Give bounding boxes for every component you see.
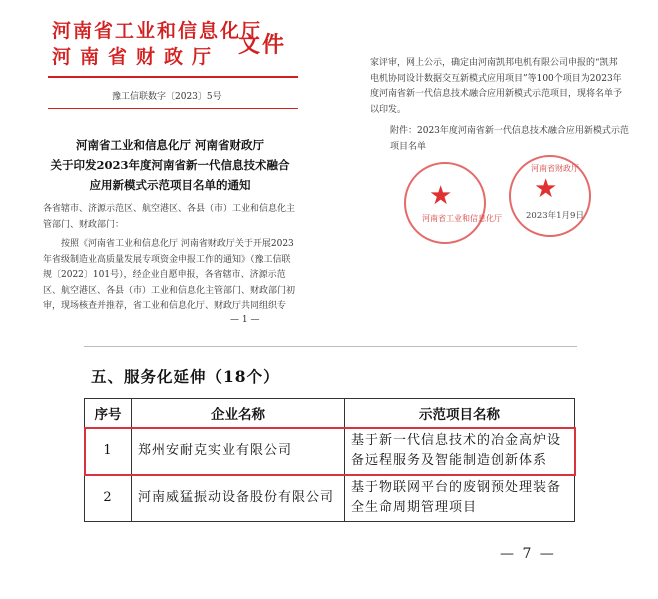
issue-date: 2023年1月9日 — [526, 211, 584, 221]
notice-title-line-2: 关于印发2023年度河南省新一代信息技术融合 — [50, 158, 290, 172]
header-project: 示范项目名称 — [345, 399, 575, 428]
seal-2-text: 河南省财政厅 — [531, 164, 579, 173]
issuer-line-1: 河南省工业和信息化厅 — [52, 20, 263, 42]
project-table — [84, 398, 575, 522]
seal-star-icon: ★ — [534, 174, 558, 204]
notice-body: 按照《河南省工业和信息化厅 河南省财政厅关于开展2023年省级制造业高质量发展专项资金申报工作的通知》（豫工信联规〔2022〕101号），经企业自愿申报，各省辖市、济源示范区、航空港区、各县（市）工业和信息化主管部门、财政部门初审，现场核查并推荐，省工业和信息化厅、财政厅共同组织专 — [43, 239, 296, 311]
row-company: 郑州安耐克实业有限公司 — [132, 428, 345, 475]
row-index: 2 — [85, 475, 132, 522]
page-number-left: — 1 — — [230, 315, 260, 325]
row-project: 基于新一代信息技术的冶金高炉设备远程服务及智能制造创新体系 — [345, 428, 575, 475]
notice-title-line-3: 应用新模式示范项目名单的通知 — [89, 178, 251, 192]
seal-1-text: 河南省工业和信息化厅 — [422, 214, 502, 223]
document-number: 豫工信联数字〔2023〕5号 — [112, 92, 222, 102]
header-index: 序号 — [85, 399, 132, 428]
table-row-highlighted — [85, 428, 575, 475]
page-number: — 7 — — [500, 546, 556, 562]
notice-title-line-1: 河南省工业和信息化厅 河南省财政厅 — [75, 138, 264, 152]
addressees: 各省辖市、济源示范区、航空港区、各县（市）工业和信息化主管部门、财政部门： — [43, 204, 296, 230]
row-project: 基于物联网平台的废钢预处理装备全生命周期管理项目 — [345, 475, 575, 522]
issuer-line-2: 河南省财政厅 — [52, 46, 221, 68]
attachment-note: 附件：2023年度河南省新一代信息技术融合应用新模式示范项目名单 — [390, 126, 629, 152]
red-rule — [48, 108, 298, 109]
row-company: 河南威猛振动设备股份有限公司 — [132, 475, 345, 522]
table-row — [85, 475, 575, 522]
document-label: 文件 — [238, 32, 287, 58]
page-divider — [84, 346, 577, 347]
section-title: 五、服务化延伸（18个） — [91, 367, 280, 386]
seal-star-icon: ★ — [429, 181, 453, 211]
table-header-row — [85, 399, 575, 428]
red-header-rule — [48, 76, 298, 78]
row-index: 1 — [85, 428, 132, 475]
notice-body-continued: 家评审，网上公示，确定由河南凯邦电机有限公司申报的“凯邦电机协同设计数据交互新模式应用项目”等100个项目为2023年度河南省新一代信息技术融合应用新模式示范项目，现将名单予以印发。 — [370, 58, 623, 115]
header-company: 企业名称 — [132, 399, 345, 428]
